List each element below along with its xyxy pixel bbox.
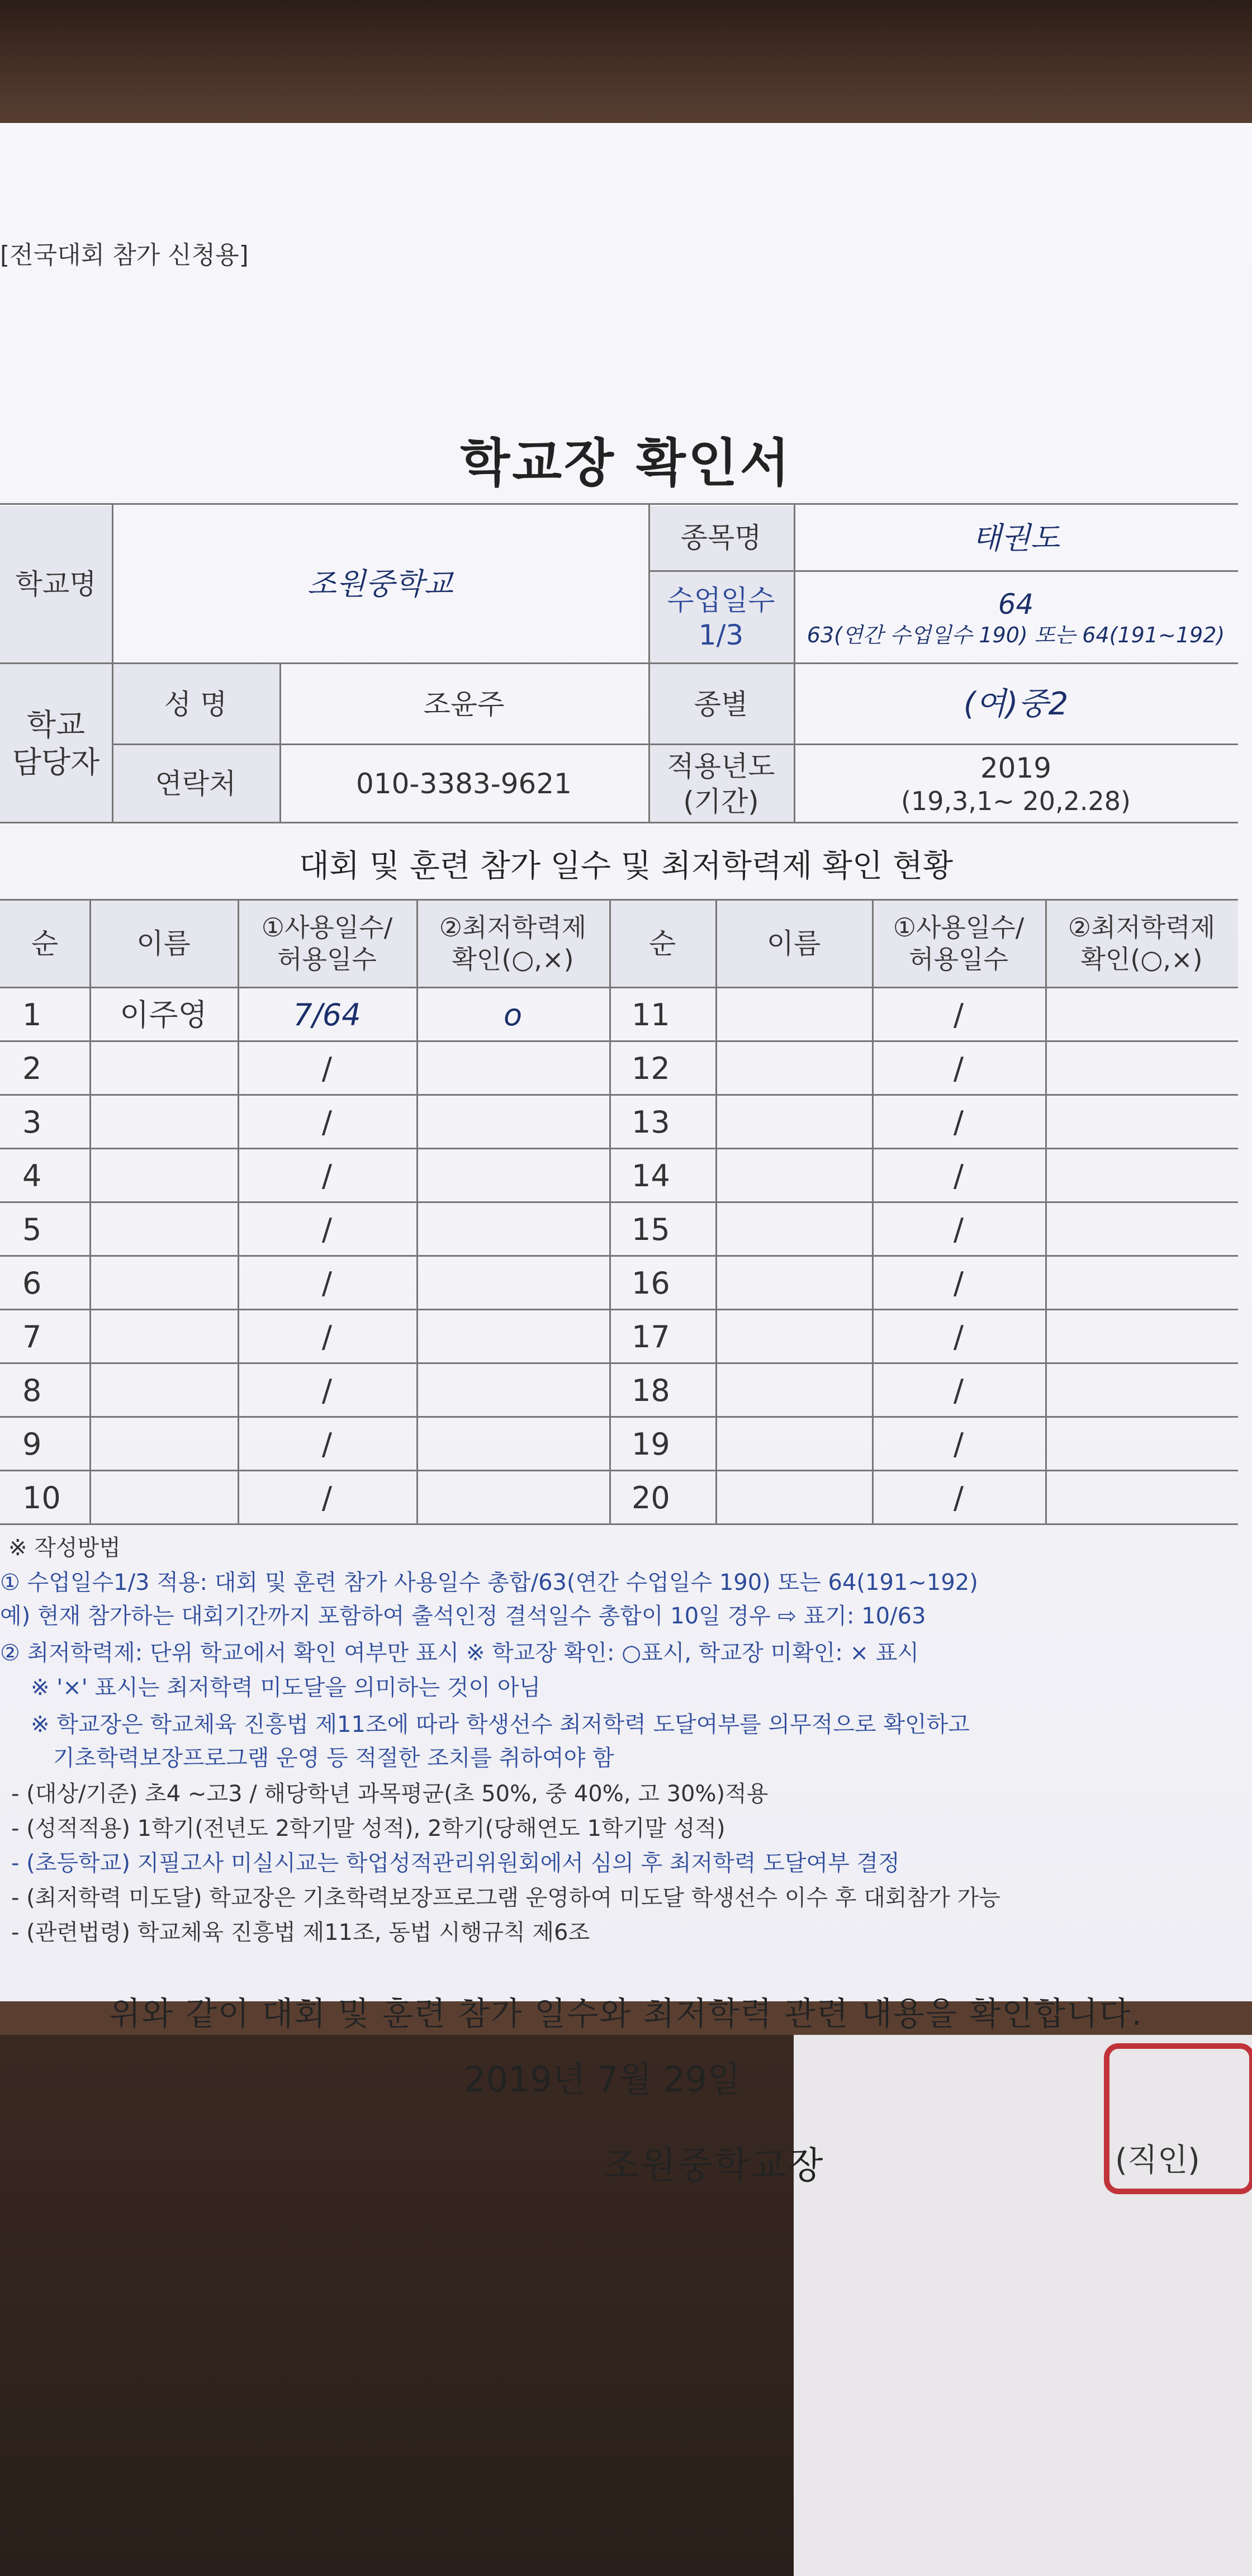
cell-days: / (321, 1105, 333, 1140)
cell-no: 11 (632, 997, 670, 1033)
cell-days: / (953, 997, 964, 1033)
type-label: 종별 (694, 688, 748, 721)
cell-min (416, 1203, 609, 1257)
cell-min (1045, 1042, 1238, 1096)
sport-value: 태권도 (972, 520, 1060, 556)
cell-no: 19 (632, 1427, 670, 1462)
col-name-header: 이름 (136, 927, 191, 960)
cell-no: 10 (22, 1480, 61, 1516)
cell-days: / (321, 1158, 333, 1194)
cell-name (89, 1096, 238, 1149)
document-title: 학교장 확인서 (460, 433, 792, 493)
cell-name (89, 1149, 238, 1203)
name-label: 성 명 (164, 688, 227, 721)
days-value-number: 64 (998, 588, 1034, 621)
section-title: 대회 및 훈련 참가 일수 및 최저학력제 확인 현황 (298, 848, 954, 884)
year-label-line2: (기간) (683, 785, 759, 818)
col-min-header-line1: ②최저학력제 (439, 912, 587, 943)
cell-days: / (321, 1373, 333, 1409)
cell-min (1045, 1364, 1238, 1418)
note-line-3: ② 최저학력제: 단위 학교에서 확인 여부만 표시 ※ 학교장 확인: ○표시, 학교장 미확인: × 표시 (0, 1640, 919, 1666)
cell-name (715, 1418, 872, 1471)
name-value: 조윤주 (423, 688, 505, 721)
note-line-10: - (최저학력 미도달) 학교장은 기초학력보장프로그램 운영하여 미도달 학생선수 이수 후 대회참가 가능 (11, 1885, 1000, 1911)
year-value-line1: 2019 (980, 751, 1052, 784)
cell-min (1045, 1257, 1238, 1310)
col-name-header-right: 이름 (766, 927, 821, 960)
cell-days: / (953, 1427, 964, 1462)
days-label-line2: 1/3 (698, 619, 744, 651)
days-label-line1: 수업일수 (667, 584, 775, 617)
staff-label-line2: 담당자 (12, 745, 100, 780)
year-value (794, 746, 1238, 822)
col-days-header (238, 901, 416, 986)
cell-days: / (953, 1158, 964, 1194)
notes-heading: ※ 작성방법 (8, 1535, 121, 1561)
days-label (648, 573, 794, 662)
col-min-header (416, 901, 609, 986)
col-days-header-line1: ①사용일수/ (261, 912, 393, 943)
background-top (0, 0, 1252, 134)
days-value (794, 573, 1238, 662)
cell-days: / (953, 1266, 964, 1301)
form-tag: [전국대회 참가 신청용] (0, 241, 249, 269)
cell-min (1045, 988, 1238, 1042)
cell-days: / (321, 1051, 333, 1087)
cell-no: 20 (632, 1480, 670, 1516)
cell-no: 7 (22, 1319, 42, 1355)
cell-days: / (953, 1319, 964, 1355)
year-value-line2: (19,3,1~ 20,2.28) (901, 786, 1131, 816)
cell-days: / (321, 1266, 333, 1301)
cell-name (89, 1471, 238, 1525)
cell-no: 15 (632, 1212, 670, 1248)
cell-name (715, 1257, 872, 1310)
cell-no: 18 (632, 1373, 670, 1409)
col-days-header-right-line2: 허용일수 (909, 944, 1008, 974)
cell-name (89, 1042, 238, 1096)
col-days-header-right-line1: ①사용일수/ (893, 912, 1025, 943)
note-line-2: 예) 현재 참가하는 대회기간까지 포함하여 출석인정 결석일수 총합이 10일 경우 ⇨ 표기: 10/63 (0, 1603, 926, 1629)
signer-title: 조원중학교장 (604, 2144, 824, 2187)
cell-name: 이주영 (120, 997, 207, 1033)
cell-no: 2 (22, 1051, 42, 1087)
cell-min (416, 1257, 609, 1310)
cell-min (1045, 1310, 1238, 1364)
sport-label: 종목명 (680, 522, 762, 555)
type-value: (여)중2 (963, 686, 1069, 722)
days-value-note: 63(연간 수업일수 190) 또는 64(191~192) (807, 622, 1225, 647)
col-days-header-right (872, 901, 1045, 986)
cell-name (715, 1149, 872, 1203)
cell-min (416, 1096, 609, 1149)
cell-min: o (503, 997, 523, 1033)
note-line-7: - (대상/기준) 초4 ~고3 / 해당학년 과목평균(초 50%, 중 40%, 고 30%)적용 (11, 1781, 769, 1807)
cell-min (1045, 1096, 1238, 1149)
cell-name (715, 1364, 872, 1418)
cell-min (1045, 1203, 1238, 1257)
cell-min (416, 1418, 609, 1471)
staff-label (0, 665, 112, 822)
col-min-header-right-line2: 확인(○,×) (1080, 944, 1203, 974)
cell-min (1045, 1418, 1238, 1471)
note-line-5: ※ 학교장은 학교체육 진흥법 제11조에 따라 학생선수 최저학력 도달여부를 의무적으로 확인하고 (31, 1712, 970, 1737)
cell-no: 4 (22, 1158, 42, 1194)
cell-min (1045, 1471, 1238, 1525)
contact-value: 010-3383-9621 (355, 768, 572, 801)
cell-days: / (953, 1105, 964, 1140)
note-line-11: - (관련법령) 학교체육 진흥법 제11조, 동법 시행규칙 제6조 (11, 1920, 590, 1945)
cell-name (89, 1310, 238, 1364)
cell-no: 13 (632, 1105, 670, 1140)
cell-days: / (321, 1212, 333, 1248)
school-label: 학교명 (15, 567, 97, 600)
cell-name (89, 1257, 238, 1310)
cell-min (416, 1310, 609, 1364)
cell-days: / (953, 1051, 964, 1087)
col-no-header-right: 순 (648, 927, 676, 960)
cell-no: 9 (22, 1427, 42, 1462)
year-label (648, 746, 794, 822)
cell-name (89, 1203, 238, 1257)
confirmation-statement: 위와 같이 대회 및 훈련 참가 일수와 최저학력 관련 내용을 확인합니다. (109, 1995, 1143, 2033)
cell-no: 1 (22, 997, 42, 1033)
school-value: 조원중학교 (307, 566, 453, 602)
cell-name (89, 1364, 238, 1418)
cell-min (1045, 1149, 1238, 1203)
seal-label: (직인) (1115, 2142, 1200, 2179)
note-line-4: ※ '×' 표시는 최저학력 미도달을 의미하는 것이 아님 (31, 1675, 541, 1701)
col-no-header: 순 (31, 927, 59, 960)
cell-days: / (321, 1480, 333, 1516)
cell-no: 12 (632, 1051, 670, 1087)
cell-min (416, 1042, 609, 1096)
cell-min (416, 1364, 609, 1418)
note-line-6: 기초학력보장프로그램 운영 등 적절한 조치를 취하여야 함 (53, 1745, 614, 1771)
cell-name (715, 1310, 872, 1364)
col-min-header-line2: 확인(○,×) (452, 944, 574, 974)
cell-no: 8 (22, 1373, 42, 1409)
cell-no: 3 (22, 1105, 42, 1140)
cell-days: / (321, 1319, 333, 1355)
cell-name (715, 1042, 872, 1096)
contact-label: 연락처 (155, 768, 236, 801)
cell-days: / (953, 1212, 964, 1248)
note-line-9: - (초등학교) 지필고사 미실시교는 학업성적관리위원회에서 심의 후 최저학력 도달여부 결정 (11, 1850, 900, 1876)
note-line-8: - (성적적용) 1학기(전년도 2학기말 성적), 2학기(당해연도 1학기말 성적) (11, 1816, 725, 1841)
note-line-1: ① 수업일수1/3 적용: 대회 및 훈련 참가 사용일수 총합/63(연간 수업일수 190) 또는 64(191~192) (0, 1570, 978, 1595)
cell-no: 14 (632, 1158, 670, 1194)
cell-name (89, 1418, 238, 1471)
cell-days: / (321, 1427, 333, 1462)
issue-date: 2019년 7월 29일 (464, 2059, 741, 2100)
cell-name (715, 988, 872, 1042)
cell-no: 16 (632, 1266, 670, 1301)
cell-name (715, 1096, 872, 1149)
col-min-header-right (1045, 901, 1238, 986)
cell-days: / (953, 1480, 964, 1516)
col-days-header-line2: 허용일수 (277, 944, 377, 974)
cell-days: 7/64 (293, 997, 361, 1033)
year-label-line1: 적용년도 (667, 750, 775, 783)
cell-min (416, 1471, 609, 1525)
cell-name (715, 1471, 872, 1525)
cell-no: 6 (22, 1266, 42, 1301)
staff-label-line1: 학교 (26, 707, 86, 742)
cell-name (715, 1203, 872, 1257)
cell-no: 17 (632, 1319, 670, 1355)
cell-no: 5 (22, 1212, 42, 1248)
cell-days: / (953, 1373, 964, 1409)
col-min-header-right-line1: ②최저학력제 (1068, 912, 1216, 943)
cell-min (416, 1149, 609, 1203)
